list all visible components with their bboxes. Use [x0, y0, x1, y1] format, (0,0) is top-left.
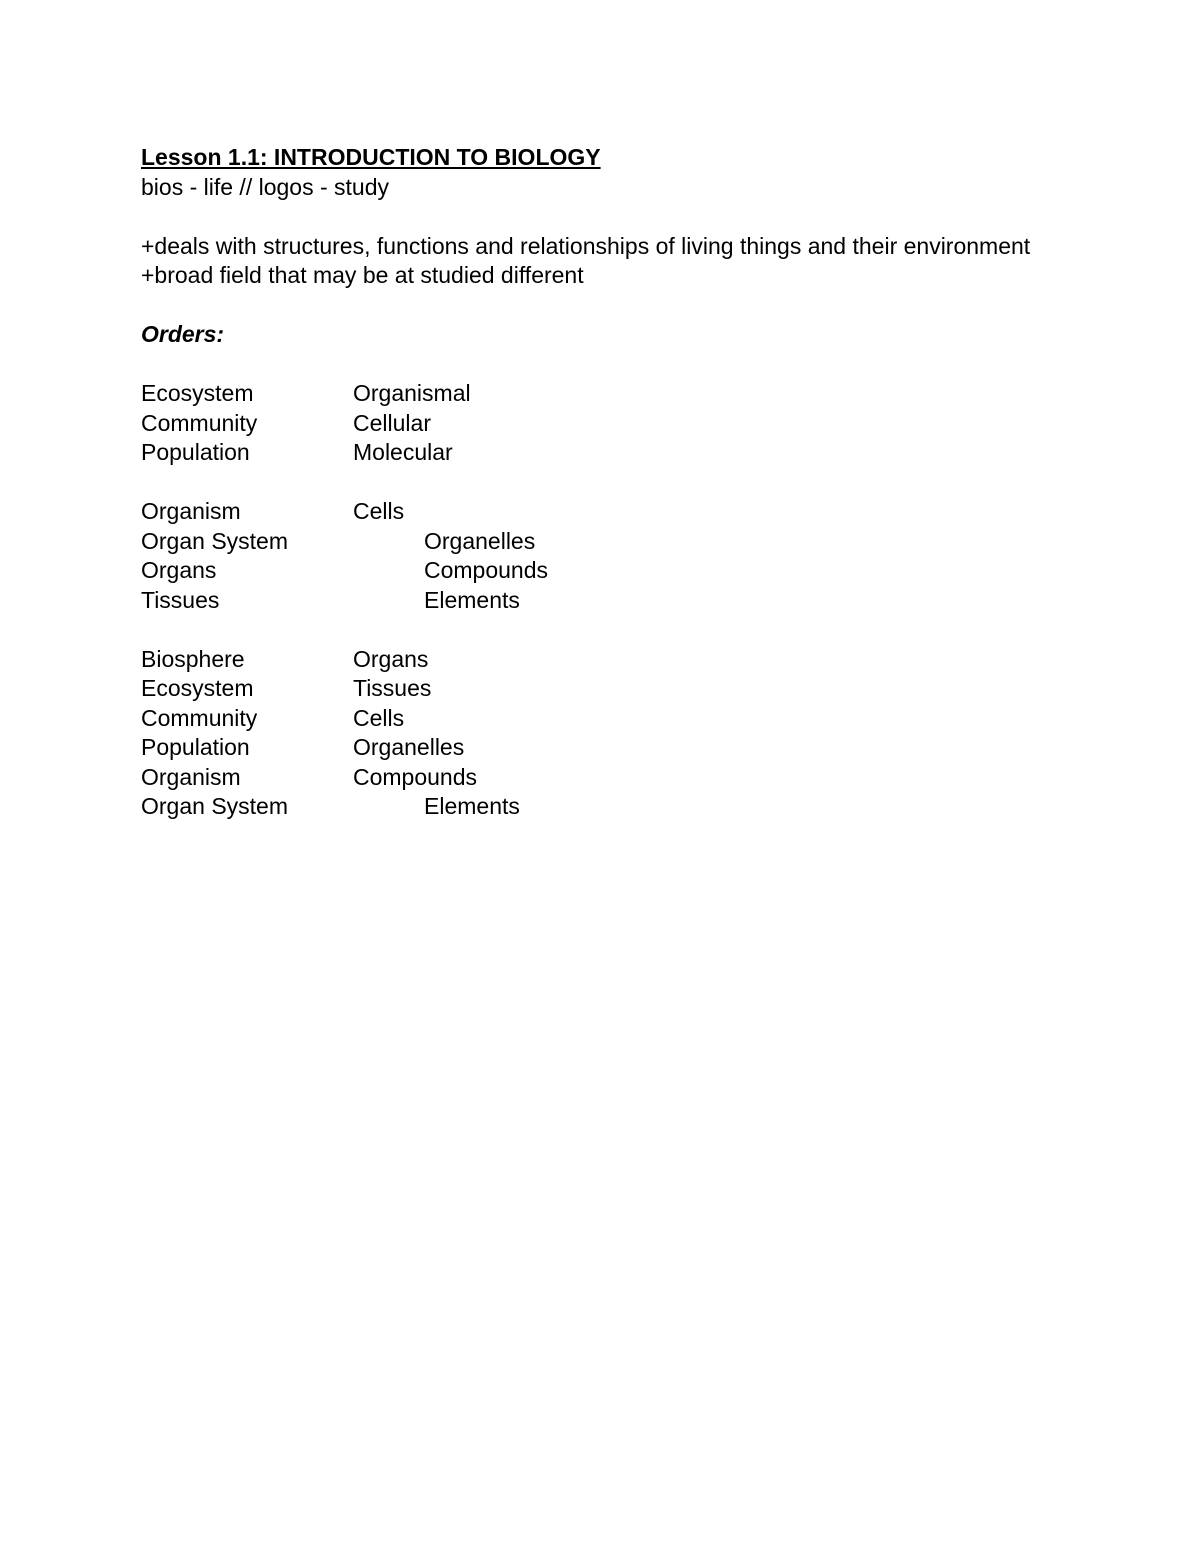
- order-left: Ecosystem: [141, 675, 254, 701]
- order-right: Compounds: [353, 763, 478, 790]
- spacer: [141, 350, 1041, 380]
- orders-group-1: [141, 379, 1041, 468]
- order-right: Compounds: [424, 557, 549, 583]
- orders-group-3: [141, 645, 1041, 822]
- order-left: Tissues: [141, 586, 220, 613]
- document-content: [141, 143, 1041, 822]
- order-row: [141, 645, 1041, 675]
- subtitle: bios - life // logos - study: [141, 173, 389, 200]
- order-right: Organelles: [353, 734, 465, 760]
- orders-label: Orders:: [141, 321, 225, 347]
- order-left: Organ System: [141, 793, 288, 819]
- order-right: Organismal: [353, 380, 471, 406]
- order-left: Population: [141, 734, 250, 760]
- order-right: Molecular: [353, 439, 453, 465]
- order-right: Elements: [424, 586, 520, 613]
- order-row: [141, 438, 1041, 468]
- order-right: Organs: [353, 645, 429, 672]
- spacer: [141, 202, 1041, 232]
- order-left: Biosphere: [141, 645, 245, 672]
- order-row: [141, 674, 1041, 704]
- order-right: Tissues: [353, 675, 432, 701]
- page-title: Lesson 1.1: INTRODUCTION TO BIOLOGY: [141, 144, 601, 170]
- order-row: [141, 704, 1041, 734]
- point-item: +broad field that may be at studied different: [141, 262, 584, 288]
- order-right: Elements: [424, 793, 520, 819]
- order-row: [141, 792, 1041, 822]
- order-right: Cells: [353, 704, 405, 731]
- order-left: Community: [141, 409, 258, 436]
- order-left: Organs: [141, 557, 217, 583]
- order-row: [141, 586, 1041, 616]
- order-right: Organelles: [424, 527, 536, 554]
- order-right: Cells: [353, 498, 405, 524]
- order-right: Cellular: [353, 409, 431, 436]
- order-left: Population: [141, 439, 250, 465]
- order-left: Organ System: [141, 527, 288, 554]
- order-left: Community: [141, 704, 258, 731]
- order-row: [141, 556, 1041, 586]
- spacer: [141, 291, 1041, 321]
- order-row: [141, 409, 1041, 439]
- orders-group-2: [141, 497, 1041, 615]
- order-row: [141, 379, 1041, 409]
- spacer: [141, 468, 1041, 498]
- spacer: [141, 615, 1041, 645]
- order-left: Organism: [141, 763, 241, 790]
- order-row: [141, 733, 1041, 763]
- order-left: Ecosystem: [141, 380, 254, 406]
- point-item: +deals with structures, functions and relationships of living things and their environment: [141, 232, 1031, 259]
- order-row: [141, 527, 1041, 557]
- order-row: [141, 763, 1041, 793]
- order-left: Organism: [141, 498, 241, 524]
- order-row: [141, 497, 1041, 527]
